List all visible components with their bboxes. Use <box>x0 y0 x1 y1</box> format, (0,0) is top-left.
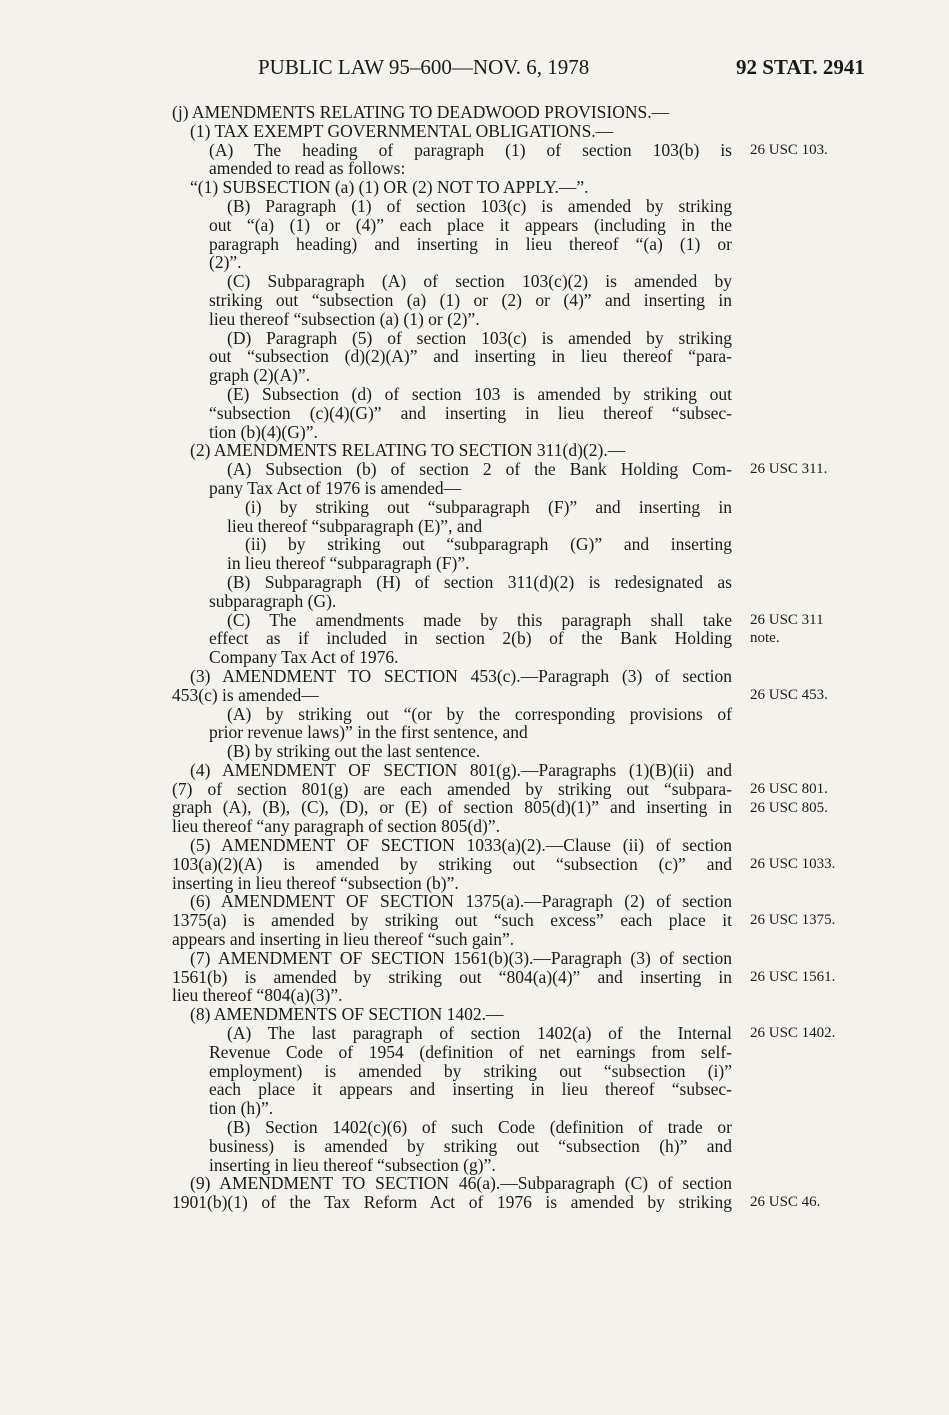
text-line: “(1) SUBSECTION (a) (1) OR (2) NOT TO APPLY.—”. <box>190 177 589 198</box>
text-line: business) is amended by striking out “subsection (h)” and <box>209 1135 732 1156</box>
usc-margin-note: 26 USC 311 <box>750 611 824 628</box>
text-line: employment) is amended by striking out “subsection (i)” <box>209 1060 732 1081</box>
usc-margin-note: 26 USC 311. <box>750 461 828 478</box>
text-line: tion (b)(4)(G)”. <box>209 421 318 442</box>
text-line: Revenue Code of 1954 (definition of net earnings from self- <box>209 1041 732 1062</box>
text-line: (5) AMENDMENT OF SECTION 1033(a)(2).—Clause (ii) of section <box>190 835 732 856</box>
text-line: (A) Subsection (b) of section 2 of the Bank Holding Com- <box>227 459 732 480</box>
text-line: (2) AMENDMENTS RELATING TO SECTION 311(d)(2).— <box>190 440 626 461</box>
text-line: (B) Subparagraph (H) of section 311(d)(2) is redesignated as <box>227 571 732 592</box>
text-line: (E) Subsection (d) of section 103 is amended by striking out <box>227 383 732 404</box>
text-line: graph (2)(A)”. <box>209 365 311 386</box>
usc-margin-note: 26 USC 453. <box>750 686 828 703</box>
usc-margin-note: 26 USC 1561. <box>750 968 836 985</box>
text-line: lieu thereof “any paragraph of section 805(d)”. <box>172 816 500 837</box>
text-line: effect as if included in section 2(b) of the Bank Holding <box>209 628 732 649</box>
text-line: paragraph heading) and inserting in lieu thereof “(a) (1) or <box>209 233 732 254</box>
text-line: (3) AMENDMENT TO SECTION 453(c).—Paragraph (3) of section <box>190 665 732 686</box>
text-line: 1901(b)(1) of the Tax Reform Act of 1976 is amended by striking <box>172 1192 732 1213</box>
text-line: (1) TAX EXEMPT GOVERNMENTAL OBLIGATIONS.— <box>190 120 614 141</box>
text-line: out “subsection (d)(2)(A)” and inserting in lieu thereof “para- <box>209 346 732 367</box>
text-line: (ii) by striking out “subparagraph (G)” and inserting <box>245 534 732 555</box>
usc-margin-note: 26 USC 805. <box>750 799 828 816</box>
running-title: PUBLIC LAW 95–600—NOV. 6, 1978 <box>258 55 590 79</box>
text-line: 453(c) is amended— <box>172 684 319 705</box>
text-line: (4) AMENDMENT OF SECTION 801(g).—Paragraphs (1)(B)(ii) and <box>190 759 732 780</box>
text-line: subparagraph (G). <box>209 590 337 611</box>
text-line: graph (A), (B), (C), (D), or (E) of section 805(d)(1)” and inserting in <box>172 797 732 818</box>
text-line: out “(a) (1) or (4)” each place it appears (including in the <box>209 214 732 235</box>
usc-margin-note: 26 USC 103. <box>750 141 828 158</box>
text-line: (8) AMENDMENTS OF SECTION 1402.— <box>190 1004 504 1025</box>
text-line: appears and inserting in lieu thereof “such gain”. <box>172 929 515 950</box>
text-line: lieu thereof “subparagraph (E)”, and <box>227 515 483 536</box>
text-line: (A) The last paragraph of section 1402(a) of the Internal <box>227 1023 732 1044</box>
page-header <box>0 55 949 85</box>
text-line: (C) The amendments made by this paragraph shall take <box>227 609 732 630</box>
text-line: 103(a)(2)(A) is amended by striking out “subsection (c)” and <box>172 853 732 874</box>
statute-page-number: 92 STAT. 2941 <box>736 55 865 79</box>
text-line: amended to read as follows: <box>209 158 406 179</box>
text-line: (i) by striking out “subparagraph (F)” and inserting in <box>245 496 732 517</box>
text-line: lieu thereof “subsection (a) (1) or (2)”. <box>209 308 480 329</box>
text-line: tion (h)”. <box>209 1098 274 1119</box>
text-line: (2)”. <box>209 252 242 273</box>
text-line: inserting in lieu thereof “subsection (b)”. <box>172 872 459 893</box>
text-line: (7) of section 801(g) are each amended by striking out “subpara- <box>172 778 732 799</box>
text-line: pany Tax Act of 1976 is amended— <box>209 477 462 498</box>
text-line: (B) Section 1402(c)(6) of such Code (definition of trade or <box>227 1117 732 1138</box>
text-line: (A) The heading of paragraph (1) of section 103(b) is <box>209 139 732 160</box>
text-line: 1375(a) is amended by striking out “such excess” each place it <box>172 910 732 931</box>
text-line: inserting in lieu thereof “subsection (g)”. <box>209 1154 496 1175</box>
text-line: (B) Paragraph (1) of section 103(c) is amended by striking <box>227 195 732 216</box>
text-line: (C) Subparagraph (A) of section 103(c)(2) is amended by <box>227 271 732 292</box>
usc-margin-note: 26 USC 46. <box>750 1194 821 1211</box>
text-line: Company Tax Act of 1976. <box>209 647 399 668</box>
text-line: (6) AMENDMENT OF SECTION 1375(a).—Paragraph (2) of section <box>190 891 732 912</box>
text-line: (7) AMENDMENT OF SECTION 1561(b)(3).—Paragraph (3) of section <box>190 947 732 968</box>
text-line: in lieu thereof “subparagraph (F)”. <box>227 553 470 574</box>
usc-margin-note: 26 USC 1402. <box>750 1025 836 1042</box>
usc-margin-note: 26 USC 1375. <box>750 912 836 929</box>
text-line: (D) Paragraph (5) of section 103(c) is amended by striking <box>227 327 732 348</box>
text-line: (B) by striking out the last sentence. <box>227 741 481 762</box>
text-line: each place it appears and inserting in lieu thereof “subsec- <box>209 1079 732 1100</box>
document-body <box>172 103 732 1212</box>
text-line: (9) AMENDMENT TO SECTION 46(a).—Subparagraph (C) of section <box>190 1173 732 1194</box>
text-line: 1561(b) is amended by striking out “804(a)(4)” and inserting in <box>172 966 732 987</box>
text-line: “subsection (c)(4)(G)” and inserting in lieu thereof “subsec- <box>209 402 732 423</box>
text-line: striking out “subsection (a) (1) or (2) or (4)” and inserting in <box>209 289 732 310</box>
usc-margin-note: 26 USC 1033. <box>750 856 836 872</box>
usc-margin-note: 26 USC 801. <box>750 780 828 797</box>
text-line: (A) by striking out “(or by the corresponding provisions of <box>227 703 732 724</box>
text-line: prior revenue laws)” in the first sentence, and <box>209 722 528 743</box>
usc-margin-note: note. <box>750 630 780 647</box>
text-line: lieu thereof “804(a)(3)”. <box>172 985 343 1006</box>
text-line: (j) AMENDMENTS RELATING TO DEADWOOD PROVISIONS.— <box>172 102 670 122</box>
